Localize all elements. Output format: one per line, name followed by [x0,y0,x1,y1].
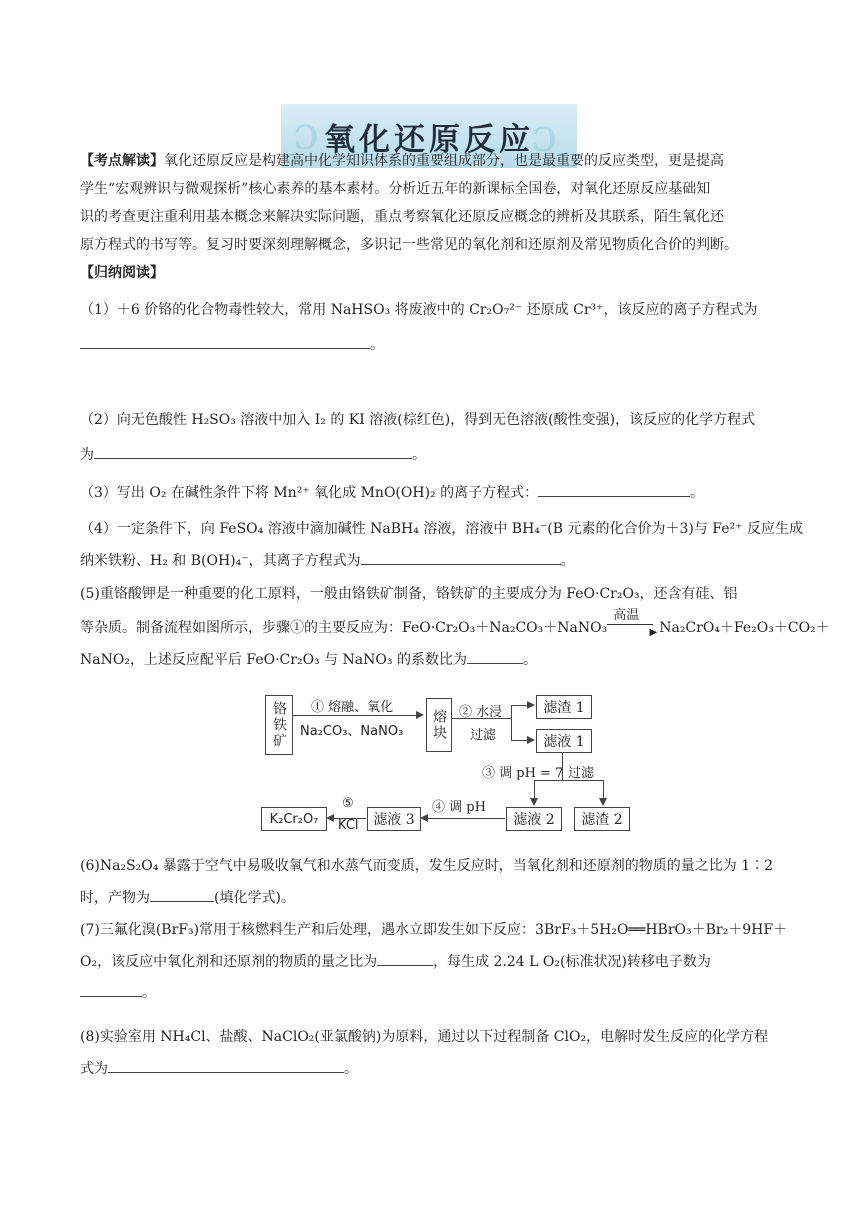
flow-label: ③ 调 pH = 7 [482,766,564,781]
question-3: （3）写出 O₂ 在碱性条件下将 Mn²⁺ 氧化成 MnO(OH)₂ 的离子方程式： 。 [80,478,790,506]
flow-label: ④ 调 pH [432,800,486,815]
banner-decoration: ɔ [293,106,319,160]
flow-box-melt: 熔块 [426,698,452,752]
question-1: （1）＋6 价铬的化合物毒性较大，常用 NaHSO₃ 将废液中的 Cr₂O₇²⁻ 还原成 Cr³⁺，该反应的离子方程式为 。 [80,296,790,358]
answer-blank[interactable] [80,330,370,349]
question-text: （4）一定条件下，向 FeSO₄ 溶液中滴加碱性 NaBH₄ 溶液，溶液中 BH₄⁻(B 元素的化合价为＋3)与 Fe²⁺ 反应生成 [80,521,803,537]
flow-label: 过滤 [568,766,595,781]
flow-box-filtrate-2: 滤液 2 [506,807,562,831]
question-text: （1）＋6 价铬的化合物毒性较大，常用 NaHSO₃ 将废液中的 Cr₂O₇²⁻ 还原成 Cr³⁺，该反应的离子方程式为 [80,302,758,318]
intro-line: 原方程式的书写等。复习时要深刻理解概念，多识记一些常见的氧化剂和还原剂及常见物质化合价的判断。 [80,237,738,253]
question-text: (6)Na₂S₂O₄ 暴露于空气中易吸收氧气和水蒸气而变质，发生反应时，当氧化剂和还原剂的物质的量之比为 1∶2 [80,858,774,874]
intro-heading: 【考点解读】 [80,153,164,169]
answer-blank[interactable] [108,1054,344,1073]
answer-blank[interactable] [538,478,690,497]
flow-label: ⑤ [342,796,354,811]
question-4: （4）一定条件下，向 FeSO₄ 溶液中滴加碱性 NaBH₄ 溶液，溶液中 BH₄⁻(B 元素的化合价为＋3)与 Fe²⁺ 反应生成 纳米铁粉、H₂ 和 B(OH)₄⁻，其离子方程式为 。 [80,515,790,574]
flow-box-filtrate-1: 滤液 1 [536,729,592,753]
answer-blank[interactable] [80,978,142,997]
answer-blank[interactable] [94,440,412,459]
banner-decoration: ɔ [531,108,557,162]
flow-label: Na₂CO₃、NaNO₃ [300,724,404,739]
flow-label: ① 熔融、氧化 [311,700,394,715]
question-2: （2）向无色酸性 H₂SO₃ 溶液中加入 I₂ 的 KI 溶液(棕红色)，得到无色溶液(酸性变强)，该反应的化学方程式 为 。 [80,406,790,468]
flow-box-filtrate-3: 滤液 3 [367,807,421,831]
question-7: (7)三氟化溴(BrF₃)常用于核燃料生产和后处理，遇水立即发生如下反应：3BrF₃＋5H₂O══HBrO₃＋Br₂＋9HF＋ O₂，该反应中氧化剂和还原剂的物质的量之比为 ，每生成 2.24 L O₂(标准状况)转移电子数为 。 [80,916,790,1006]
question-text: (7)三氟化溴(BrF₃)常用于核燃料生产和后处理，遇水立即发生如下反应：3BrF₃＋5H₂O══HBrO₃＋Br₂＋9HF＋ [80,922,788,938]
intro-section [80,147,790,259]
intro-line: 氧化还原反应是构建高中化学知识体系的重要组成部分，也是最重要的反应类型，更是提高 [164,153,724,169]
flow-box-residue-2: 滤渣 2 [574,807,630,831]
process-flow-diagram [256,692,636,833]
flow-label: 过滤 [470,728,497,743]
answer-blank[interactable] [361,546,561,565]
flow-box-ore: 铬铁矿 [265,695,293,755]
page-title: 氧化还原反应 [324,121,534,158]
question-6: (6)Na₂S₂O₄ 暴露于空气中易吸收氧气和水蒸气而变质，发生反应时，当氧化剂和还原剂的物质的量之比为 1∶2 时，产物为 (填化学式)。 [80,852,790,911]
flow-box-residue-1: 滤渣 1 [536,695,592,719]
flow-box-product: K₂Cr₂O₇ [261,807,327,831]
question-text: (8)实验室用 NH₄Cl、盐酸、NaClO₂(亚氯酸钠)为原料，通过以下过程制备 ClO₂，电解时发生反应的化学方程 [80,1029,769,1045]
question-text: (5)重铬酸钾是一种重要的化工原料，一般由铬铁矿制备，铬铁矿的主要成分为 FeO·Cr₂O₃，还含有硅、铝 [80,586,738,602]
reading-section [80,259,790,287]
answer-blank[interactable] [377,947,433,966]
answer-blank[interactable] [467,645,523,664]
question-text: （3）写出 O₂ 在碱性条件下将 Mn²⁺ 氧化成 MnO(OH)₂ 的离子方程式： [80,485,539,501]
intro-line: 识的考查更注重利用基本概念来解决实际问题，重点考察氧化还原反应概念的辨析及其联系，陌生氧化还 [80,209,724,225]
intro-line: 学生“宏观辨识与微观探析”核心素养的基本素材。分析近五年的新课标全国卷，对氧化还原反应基础知 [80,181,711,197]
question-5: (5)重铬酸钾是一种重要的化工原料，一般由铬铁矿制备，铬铁矿的主要成分为 FeO·Cr₂O₃，还含有硅、铝 等杂质。制备流程如图所示，步骤①的主要反应为：FeO·Cr₂O₃＋Na₂CO₃＋NaNO₃ 高温 ▶ Na₂CrO₄＋Fe₂O₃＋CO₂＋ NaNO₂，上述反应配平后 FeO·Cr₂O₃ 与 NaNO₃ 的系数比为 。 [80,580,790,673]
reaction-arrow: 高温 ▶ [607,618,659,632]
flow-label: KCl [338,818,359,833]
answer-blank[interactable] [150,883,214,902]
flow-label: ② 水浸 [459,705,503,720]
question-text: （2）向无色酸性 H₂SO₃ 溶液中加入 I₂ 的 KI 溶液(棕红色)，得到无色溶液(酸性变强)，该反应的化学方程式 [80,412,756,428]
reading-heading: 【归纳阅读】 [80,265,164,281]
question-8: (8)实验室用 NH₄Cl、盐酸、NaClO₂(亚氯酸钠)为原料，通过以下过程制备 ClO₂，电解时发生反应的化学方程 式为 。 [80,1023,790,1082]
